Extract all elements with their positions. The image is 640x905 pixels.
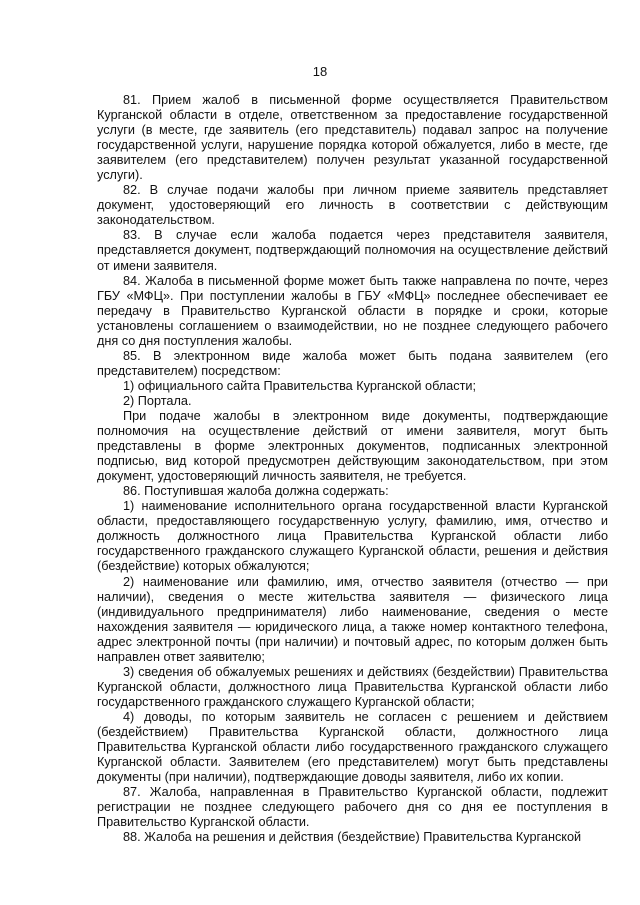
paragraph-81: 81. Прием жалоб в письменной форме осуществляется Правительством Курганской области в отделе, ответственном за предоставление государственной услуги (в месте, где заявитель (его представитель) подавал запрос на получение государственной услуги, нарушение порядка которой обжалуется, либо в месте, где заявителем (его представителем) получен результат указанной государственной услуги). bbox=[97, 93, 608, 183]
list-item-85-2: 2) Портала. bbox=[123, 393, 192, 408]
list-item-86-2: 2) наименование или фамилию, имя, отчество заявителя (отчество — при наличии), сведения о месте жительства заявителя — физического лица (индивидуального предпринимателя) либо наименование, сведения о месте нахождения заявителя — юридического лица, а также номер контактного телефона, адрес электронной почты (при наличии) и почтовый адрес, по которым должен быть направлен ответ заявителю; bbox=[97, 574, 608, 664]
paragraph-82: 82. В случае подачи жалобы при личном приеме заявитель представляет документ, удостоверяющий его личность в соответствии с действующим законодательством. bbox=[97, 183, 608, 228]
list-item-86-1: 1) наименование исполнительного органа государственной власти Курганской области, предоставляющего государственную услугу, фамилию, имя, отчество и должность должностного лица Правительства Курганской области либо государственного гражданского служащего Курганской области, решения и действия (бездействие) которых обжалуются; bbox=[97, 499, 608, 574]
paragraph-85-note: При подаче жалобы в электронном виде документы, подтверждающие полномочия на осуществление действий от имени заявителя, могут быть представлены в форме электронных документов, подписанных электронной подписью, вид которой предусмотрен действующим законодательством, при этом документ, удостоверяющий личность заявителя, не требуется. bbox=[97, 408, 608, 484]
paragraph-85: 85. В электронном виде жалоба может быть подана заявителем (его представителем) посредством: bbox=[97, 348, 608, 378]
document-body bbox=[97, 93, 608, 845]
paragraph-86: 86. Поступившая жалоба должна содержать: bbox=[123, 484, 389, 499]
page-number: 18 bbox=[312, 64, 328, 79]
paragraph-84: 84. Жалоба в письменной форме может быть также направлена по почте, через ГБУ «МФЦ». При поступлении жалобы в ГБУ «МФЦ» последнее обеспечивает ее передачу в Правительство Курганской области в порядке и сроки, которые установлены соглашением о взаимодействии, но не позднее следующего рабочего дня со дня поступления жалобы. bbox=[97, 273, 608, 348]
list-item-86-4: 4) доводы, по которым заявитель не согласен с решением и действием (бездействием) Правительства Курганской области, должностного лица Правительства Курганской области либо государственного гражданского служащего Курганской области. Заявителем (его представителем) могут быть представлены документы (при наличии), подтверждающие доводы заявителя, либо их копии. bbox=[97, 709, 608, 785]
paragraph-88: 88. Жалоба на решения и действия (бездействие) Правительства Курганской bbox=[123, 830, 582, 845]
list-item-86-3: 3) сведения об обжалуемых решениях и действиях (бездействии) Правительства Курганской области, должностного лица Правительства Курганской области либо государственного гражданского служащего Курганской области; bbox=[97, 664, 608, 709]
list-item-85-1: 1) официального сайта Правительства Курганской области; bbox=[123, 378, 476, 393]
paragraph-83: 83. В случае если жалоба подается через представителя заявителя, представляется документ, подтверждающий полномочия на осуществление действий от имени заявителя. bbox=[97, 228, 608, 273]
paragraph-87: 87. Жалоба, направленная в Правительство Курганской области, подлежит регистрации не позднее следующего рабочего дня со дня ее поступления в Правительство Курганской области. bbox=[97, 785, 608, 830]
